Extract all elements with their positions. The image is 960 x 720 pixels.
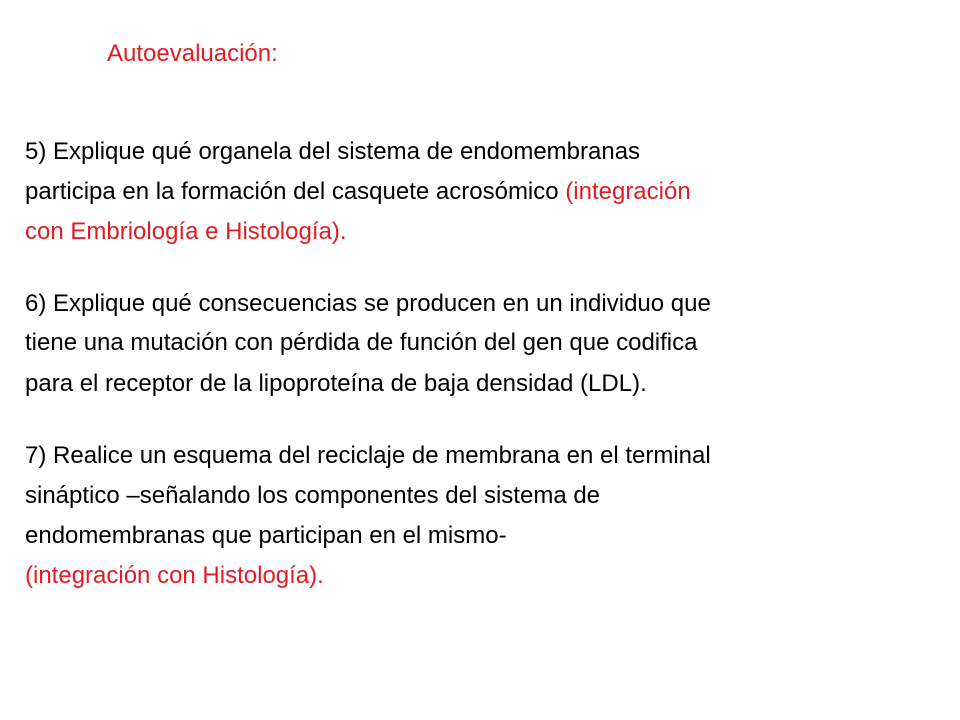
question-5-integration-note-cont: con Embriología e Histología). bbox=[25, 218, 347, 245]
question-7-integration-note: (integración con Histología). bbox=[25, 562, 324, 589]
question-5-line-1: 5) Explique qué organela del sistema de endomembranas bbox=[25, 138, 641, 165]
question-7-line-1: 7) Realice un esquema del reciclaje de membrana en el terminal bbox=[25, 442, 711, 469]
question-5-line-2 bbox=[25, 174, 691, 210]
question-7-line-2: sináptico –señalando los componentes del sistema de bbox=[25, 482, 601, 509]
question-5-text: participa en la formación del casquete acrosómico bbox=[25, 178, 566, 205]
question-6-line-2: tiene una mutación con pérdida de función del gen que codifica bbox=[25, 329, 698, 356]
slide-title: Autoevaluación: bbox=[107, 40, 278, 67]
question-6-line-1: 6) Explique qué consecuencias se producen en un individuo que bbox=[25, 290, 711, 317]
question-7-line-3: endomembranas que participan en el mismo- bbox=[25, 522, 507, 549]
question-6-line-3: para el receptor de la lipoproteína de baja densidad (LDL). bbox=[25, 370, 647, 397]
question-5-integration-note: (integración bbox=[565, 178, 691, 205]
